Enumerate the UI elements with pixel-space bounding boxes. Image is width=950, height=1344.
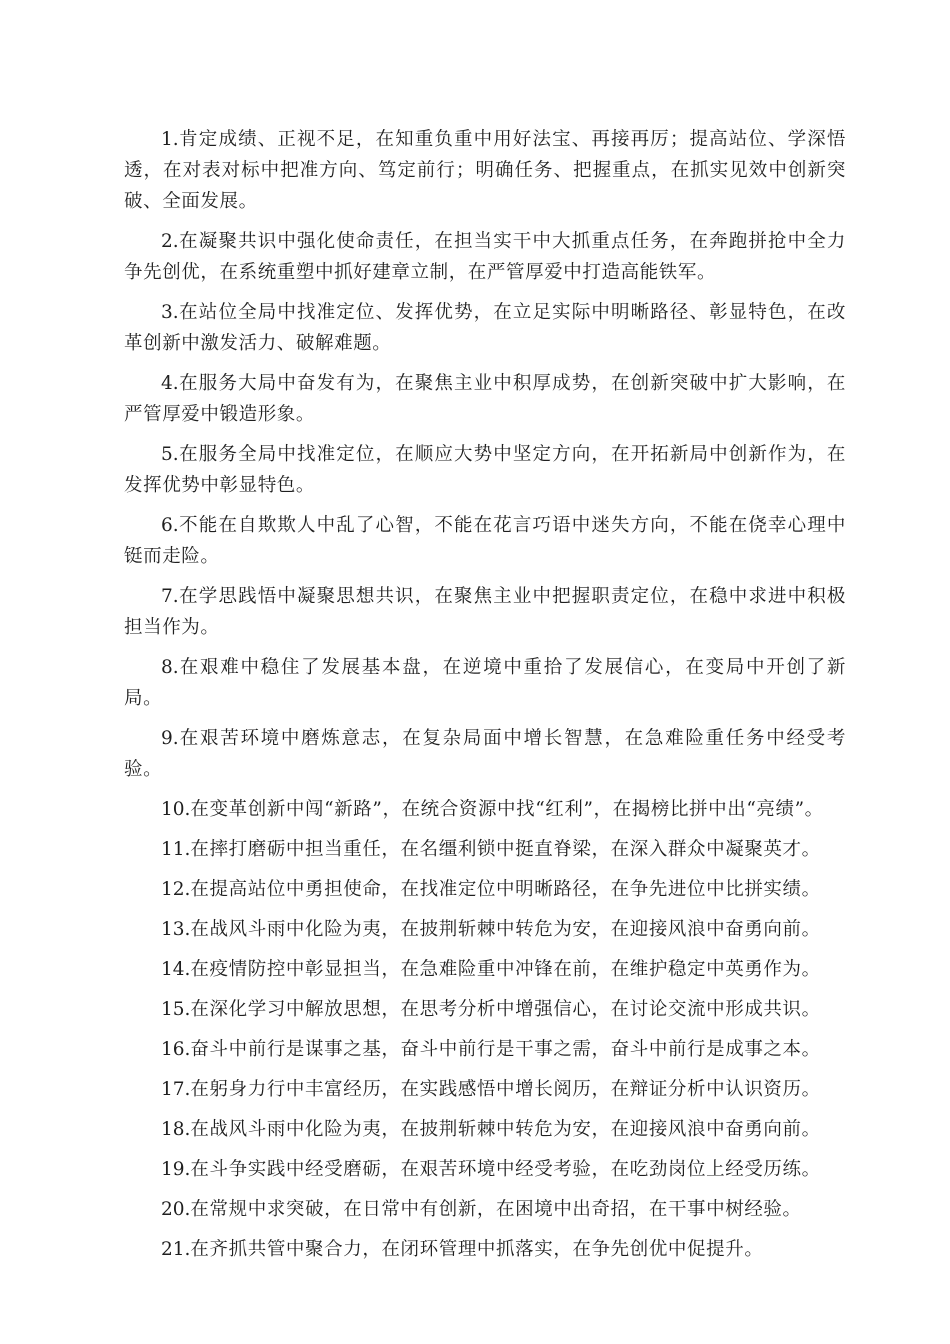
list-item <box>124 1034 846 1065</box>
item-text: 在常规中求突破，在日常中有创新，在困境中出奇招，在干事中树经验。 <box>190 1199 802 1220</box>
item-text: 在战风斗雨中化险为夷，在披荆斩棘中转危为安，在迎接风浪中奋勇向前。 <box>190 1119 821 1140</box>
document-body <box>124 124 846 1274</box>
item-number: 10. <box>161 799 191 820</box>
item-number: 20. <box>161 1199 191 1220</box>
item-text: 在变革创新中闯“新路”，在统合资源中找“红利”，在揭榜比拼中出“亮绩”。 <box>190 799 824 820</box>
item-text: 在斗争实践中经受磨砺，在艰苦环境中经受考验，在吃劲岗位上经受历练。 <box>190 1159 821 1180</box>
list-item <box>124 652 846 714</box>
item-number: 1. <box>161 129 179 150</box>
item-text: 在深化学习中解放思想，在思考分析中增强信心，在讨论交流中形成共识。 <box>190 999 821 1020</box>
item-text: 在躬身力行中丰富经历，在实践感悟中增长阅历，在辩证分析中认识资历。 <box>190 1079 821 1100</box>
list-item <box>124 954 846 985</box>
item-text: 在摔打磨砺中担当重任，在名缰利锁中挺直脊梁，在深入群众中凝聚英才。 <box>190 839 821 860</box>
list-item <box>124 439 846 501</box>
item-number: 21. <box>161 1239 191 1260</box>
list-item <box>124 914 846 945</box>
item-number: 7. <box>161 586 179 607</box>
item-text: 在战风斗雨中化险为夷，在披荆斩棘中转危为安，在迎接风浪中奋勇向前。 <box>190 919 821 940</box>
list-item <box>124 1074 846 1105</box>
item-text: 在站位全局中找准定位、发挥优势，在立足实际中明晰路径、彰显特色，在改革创新中激发活力、破解难题。 <box>124 302 846 354</box>
item-text: 在凝聚共识中强化使命责任，在担当实干中大抓重点任务，在奔跑拼抢中全力争先创优，在系统重塑中抓好建章立制，在严管厚爱中打造高能铁军。 <box>124 231 846 283</box>
list-item <box>124 834 846 865</box>
item-text: 奋斗中前行是谋事之基，奋斗中前行是干事之需，奋斗中前行是成事之本。 <box>190 1039 821 1060</box>
item-text: 在提高站位中勇担使命，在找准定位中明晰路径，在争先进位中比拼实绩。 <box>190 879 821 900</box>
item-number: 11. <box>161 839 191 860</box>
item-number: 18. <box>161 1119 191 1140</box>
item-number: 16. <box>161 1039 191 1060</box>
list-item <box>124 994 846 1025</box>
list-item <box>124 297 846 359</box>
item-text: 在艰难中稳住了发展基本盘，在逆境中重拾了发展信心，在变局中开创了新局。 <box>124 657 846 709</box>
item-number: 5. <box>161 444 179 465</box>
list-item <box>124 1154 846 1185</box>
list-item <box>124 794 846 825</box>
list-item <box>124 124 846 217</box>
list-item <box>124 510 846 572</box>
item-text: 在艰苦环境中磨炼意志，在复杂局面中增长智慧，在急难险重任务中经受考验。 <box>124 728 846 780</box>
item-number: 6. <box>161 515 179 536</box>
item-text: 在服务大局中奋发有为，在聚焦主业中积厚成势，在创新突破中扩大影响，在严管厚爱中锻造形象。 <box>124 373 846 425</box>
item-text: 在齐抓共管中聚合力，在闭环管理中抓落实，在争先创优中促提升。 <box>190 1239 764 1260</box>
item-number: 13. <box>161 919 191 940</box>
item-number: 9. <box>161 728 179 749</box>
list-item <box>124 1114 846 1145</box>
item-number: 17. <box>161 1079 191 1100</box>
list-item <box>124 874 846 905</box>
list-item <box>124 368 846 430</box>
item-number: 2. <box>161 231 179 252</box>
item-number: 12. <box>161 879 191 900</box>
list-item <box>124 1194 846 1225</box>
list-item <box>124 226 846 288</box>
item-number: 19. <box>161 1159 191 1180</box>
list-item <box>124 581 846 643</box>
item-number: 4. <box>161 373 179 394</box>
item-number: 15. <box>161 999 191 1020</box>
list-item <box>124 1234 846 1265</box>
item-text: 在疫情防控中彰显担当，在急难险重中冲锋在前，在维护稳定中英勇作为。 <box>190 959 821 980</box>
item-text: 不能在自欺欺人中乱了心智，不能在花言巧语中迷失方向，不能在侥幸心理中铤而走险。 <box>124 515 846 567</box>
item-text: 在学思践悟中凝聚思想共识，在聚焦主业中把握职责定位，在稳中求进中积极担当作为。 <box>124 586 846 638</box>
item-number: 8. <box>161 657 179 678</box>
list-item <box>124 723 846 785</box>
item-text: 在服务全局中找准定位，在顺应大势中坚定方向，在开拓新局中创新作为，在发挥优势中彰显特色。 <box>124 444 846 496</box>
item-number: 3. <box>161 302 179 323</box>
item-text: 肯定成绩、正视不足，在知重负重中用好法宝、再接再厉；提高站位、学深悟透，在对表对标中把准方向、笃定前行；明确任务、把握重点，在抓实见效中创新突破、全面发展。 <box>124 129 846 212</box>
item-number: 14. <box>161 959 191 980</box>
